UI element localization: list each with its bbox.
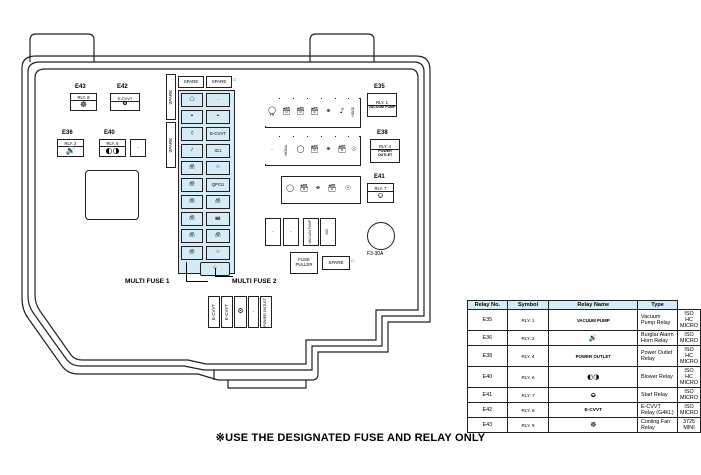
leader-line-2b <box>215 268 216 277</box>
relay-sub-e40: RLY. 6 <box>100 141 125 147</box>
start-icon: ⎉ <box>549 388 638 403</box>
relay-code-e41: E41 <box>374 174 385 180</box>
bottom-strip-4[interactable]: - <box>248 296 259 328</box>
relay-block-e38[interactable] <box>370 139 400 163</box>
cell-name: E-CVVT Relay (G4KL) <box>638 403 678 418</box>
horn-icon: 🔊 <box>549 331 638 346</box>
relay-block-e40[interactable] <box>99 139 126 157</box>
relay-sub-e42: E-CVVT <box>111 96 139 102</box>
fuse-top-4[interactable]: ⚭ <box>322 98 335 126</box>
cell-rly: RLY. 6 <box>507 367 549 388</box>
relay-code-e40: E40 <box>104 130 115 136</box>
th-relay-name: Relay Name <box>549 301 638 310</box>
cell-type: ISO MICRO <box>678 331 701 346</box>
cell-no: E43 <box>468 418 508 433</box>
fuse-mid-5[interactable]: 🗃 <box>336 136 348 164</box>
bottom-strip-3[interactable]: ⚙ <box>234 296 247 328</box>
mf2-cell-10[interactable]: ☉ <box>206 246 230 260</box>
table-row <box>468 403 701 418</box>
relay-sub-e35: RLY. 1 <box>368 100 396 106</box>
mf1-cell-10[interactable]: 🗃 <box>181 246 203 260</box>
blower-icon: ◐◑ <box>105 146 120 155</box>
small-slot-4[interactable]: IG2 <box>320 218 336 246</box>
cell-rly: RLY. 2 <box>507 331 549 346</box>
cell-no: E40 <box>468 367 508 388</box>
fuse-top-2[interactable]: 🗃 <box>294 98 307 126</box>
cell-name: Burglar Alarm Horn Relay <box>638 331 678 346</box>
cell-no: E35 <box>468 310 508 331</box>
fuse-low-3[interactable]: 🗃 <box>325 177 339 201</box>
footer-note: ※USE THE DESIGNATED FUSE AND RELAY ONLY <box>215 432 486 444</box>
mf1-cell-6[interactable]: 🗃 <box>181 178 203 192</box>
mf1-cell-9[interactable]: 🗃 <box>181 229 203 243</box>
cell-rly: RLY. 8 <box>507 403 549 418</box>
bottom-strip-5[interactable]: POWER OUTLET <box>260 296 272 328</box>
spare-right[interactable]: SPARE <box>322 256 350 270</box>
th-type: Type <box>638 301 678 310</box>
relay-code-e38: E38 <box>377 130 388 136</box>
table-row <box>468 310 701 331</box>
spare-right-amp: □ <box>351 258 354 263</box>
fuse-low-1[interactable]: 🗃 <box>297 177 311 201</box>
relay-code-e36: E36 <box>62 130 73 136</box>
cell-no: E38 <box>468 346 508 367</box>
cell-no: E42 <box>468 403 508 418</box>
relay-block-e36[interactable] <box>57 139 84 157</box>
cell-rly: RLY. 7 <box>507 388 549 403</box>
cell-no: E36 <box>468 331 508 346</box>
small-slot-3[interactable]: VACUUM PUMP <box>303 218 319 246</box>
fuse-top-6[interactable]: HOOD <box>349 98 359 126</box>
mf2-cell-4[interactable]: IG1 <box>206 144 230 158</box>
small-slot-1[interactable]: - <box>265 218 281 246</box>
cell-name: Start Relay <box>638 388 678 403</box>
leader-line-2 <box>215 276 233 277</box>
cell-type: ISO HC MICRO <box>678 310 701 331</box>
mf1-cell-2[interactable]: ⚭ <box>181 110 203 124</box>
relay-code-e35: E35 <box>374 84 385 90</box>
mf1-cell-3[interactable]: ♫ <box>181 127 203 141</box>
horn-icon: 🔊 <box>65 146 76 155</box>
cell-rly: RLY. 9 <box>507 418 549 433</box>
leader-line-1b <box>186 262 187 282</box>
blower-icon: ◐◑ <box>549 367 638 388</box>
fuse-mid-0[interactable]: - <box>265 136 279 164</box>
spare-top-1[interactable]: SPARE <box>178 76 204 88</box>
fuse-low-2[interactable]: ⚭ <box>311 177 325 201</box>
mf2-cell-9[interactable]: 🗃 <box>206 229 230 243</box>
table-row <box>468 331 701 346</box>
fuse-mid-6[interactable]: ☉ <box>349 136 359 164</box>
fuse-mid-4[interactable]: ⚭ <box>322 136 335 164</box>
leader-line-1 <box>186 281 208 282</box>
fuse-puller[interactable]: FUSE PULLER <box>290 252 318 274</box>
mf2-cell-1[interactable]: · <box>206 93 230 107</box>
relay-block-e42[interactable] <box>110 93 140 111</box>
relay-block-e35[interactable] <box>367 93 397 117</box>
callout-multi-fuse-2: MULTI FUSE 2 <box>232 278 277 285</box>
start-icon: ⎉ <box>377 191 384 200</box>
callout-multi-fuse-1: MULTI FUSE 1 <box>125 278 170 285</box>
table-row <box>468 388 701 403</box>
table-row <box>468 367 701 388</box>
cell-type: ISO HC MICRO <box>678 346 701 367</box>
cell-type: ISO MICRO <box>678 403 701 418</box>
cell-rly: RLY. 1 <box>507 310 549 331</box>
f330a-label: F3-30A <box>367 251 384 257</box>
mf2-cell-2[interactable]: ⚭ <box>206 110 230 124</box>
e-cvvt-icon: ⚙ <box>122 101 128 108</box>
cell-type: ISO MICRO <box>678 388 701 403</box>
bottom-strip-2[interactable]: E-CVVT <box>221 296 233 328</box>
mf1-cell-5[interactable]: 🗃 <box>181 161 203 175</box>
relay-text-e38: POWER OUTLET <box>377 149 393 157</box>
cooling-fan-icon: ☸ <box>79 100 88 109</box>
spare-top-1-amp: □ <box>233 77 236 82</box>
cooling-fan-icon: ☸ <box>549 418 638 433</box>
fuse-mid-1[interactable]: MODUL <box>280 136 293 164</box>
mf1-cell-1[interactable]: ◯ <box>181 93 203 107</box>
table-row <box>468 346 701 367</box>
mf1-cell-4[interactable]: ♪ <box>181 144 203 158</box>
fuse-mid-2[interactable]: ◯ <box>294 136 307 164</box>
fuse-top-1[interactable]: 🗃 <box>280 98 293 126</box>
mf2-cell-3[interactable]: E-CVVT <box>206 127 230 141</box>
cell-symbol: VACUUM PUMP <box>549 310 638 331</box>
small-slot-2[interactable]: - <box>283 218 299 246</box>
cell-rly: RLY. 4 <box>507 346 549 367</box>
relay-sub-e41: RLY. 7 <box>368 186 393 192</box>
cell-type: 3725 MINI <box>678 418 701 433</box>
cell-no: E41 <box>468 388 508 403</box>
relay-sub-e43: RLY. 9 <box>71 95 96 101</box>
relay-block-e41[interactable] <box>367 183 394 203</box>
relay-text-e35: VACUUM PUMP <box>368 105 396 110</box>
th-symbol: Symbol <box>507 301 549 310</box>
blank-panel <box>85 170 139 220</box>
fuse-low-4[interactable]: ☉ <box>339 177 357 201</box>
mf2-cell-5[interactable]: ☉ <box>206 161 230 175</box>
spare-vertical-1[interactable]: SPARE <box>166 74 176 120</box>
cell-name: Blower Relay <box>638 367 678 388</box>
fuse-top-3[interactable]: 🗃 <box>308 98 321 126</box>
table-header-row <box>468 301 701 310</box>
relay-sub-e36: RLY. 2 <box>58 141 83 147</box>
cell-symbol: E-CVVT <box>549 403 638 418</box>
mf2-cell-6[interactable]: QPCU <box>206 178 230 192</box>
mf1-cell-8[interactable]: 🗃 <box>181 212 203 226</box>
cell-name: Cooling Fan Relay <box>638 418 678 433</box>
fuse-top-0[interactable]: ◯ FR <box>265 98 279 126</box>
cell-type: ISO HC MICRO <box>678 367 701 388</box>
fuse-top-5[interactable]: ♪ <box>336 98 348 126</box>
mf2-cell-7[interactable]: 🗃 <box>206 195 230 209</box>
relay-sub-e38: RLY. 4 <box>371 144 399 150</box>
relay-code-e43: E43 <box>75 84 86 90</box>
relay-block-e43[interactable] <box>70 93 97 111</box>
mf1-cell-7[interactable]: 🗃 <box>181 195 203 209</box>
spare-top-2[interactable]: SPARE <box>206 76 232 88</box>
mf2-cell-8[interactable]: 📷 <box>206 212 230 226</box>
relay-legend-table <box>467 300 701 433</box>
spare-vertical-2[interactable]: SPARE <box>166 122 176 168</box>
f330a-circle[interactable] <box>367 222 395 250</box>
cell-name: Vacuum Pump Relay <box>638 310 678 331</box>
fuse-mid-3[interactable]: 🗃 <box>308 136 321 164</box>
fuse-low-0[interactable]: ◯ <box>283 177 297 201</box>
relay-code-e42: E42 <box>117 84 128 90</box>
th-relay-no: Relay No. <box>468 301 508 310</box>
cell-name: Power Outlet Relay <box>638 346 678 367</box>
empty-slot-left[interactable]: - <box>130 139 146 157</box>
bottom-strip-1[interactable]: E-CVVT <box>208 296 220 328</box>
cell-symbol: POWER OUTLET <box>549 346 638 367</box>
